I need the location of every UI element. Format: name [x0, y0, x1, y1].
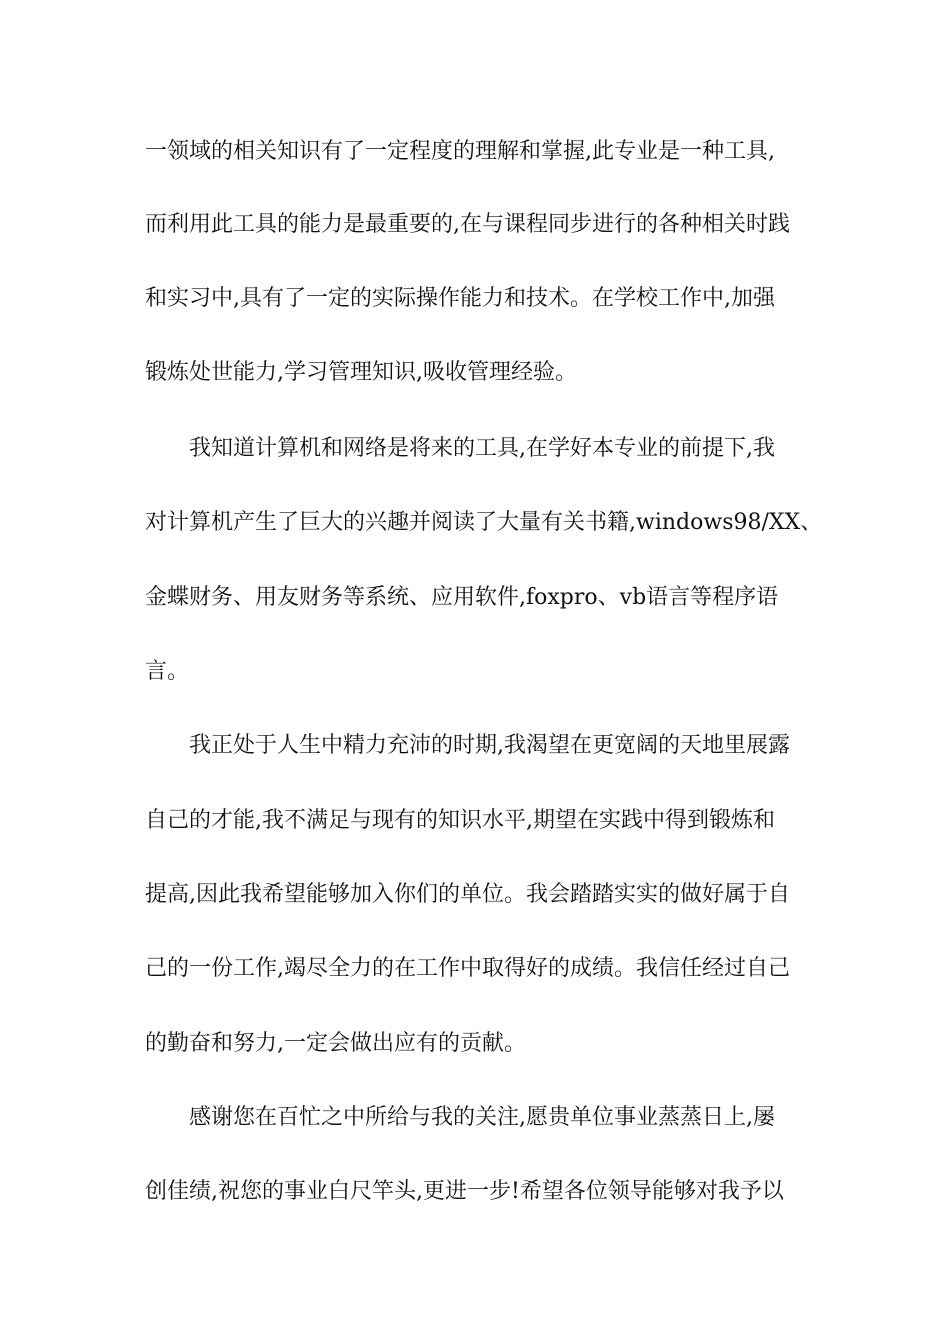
text-line: 己的一份工作,竭尽全力的在工作中取得好的成绩。我信任经过自己: [145, 956, 790, 981]
text-line: 一领域的相关知识有了一定程度的理解和掌握,此专业是一种工具,: [145, 139, 775, 164]
paragraph-first-line: 我正处于人生中精力充沛的时期,我渴望在更宽阔的天地里展露: [189, 733, 790, 758]
text-line: 自己的才能,我不满足与现有的知识水平,期望在实践中得到锻炼和: [145, 808, 775, 833]
text-line: 金蝶财务、用友财务等系统、应用软件,foxpro、vb语言等程序语: [145, 585, 779, 610]
text-line: 对计算机产生了巨大的兴趣并阅读了大量有关书籍,windows98/XX、: [145, 510, 823, 535]
paragraph-first-line: 感谢您在百忙之中所给与我的关注,愿贵单位事业蒸蒸日上,屡: [189, 1105, 775, 1130]
text-line: 的勤奋和努力,一定会做出应有的贡献。: [145, 1031, 526, 1056]
text-line: 创佳绩,祝您的事业白尺竿头,更进一步!希望各位领导能够对我予以: [145, 1179, 784, 1204]
paragraph-first-line: 我知道计算机和网络是将来的工具,在学好本专业的前提下,我: [189, 436, 775, 461]
text-line: 提高,因此我希望能够加入你们的单位。我会踏踏实实的做好属于自: [145, 882, 790, 907]
text-line: 而利用此工具的能力是最重要的,在与课程同步进行的各种相关时践: [145, 212, 790, 237]
text-line: 言。: [145, 659, 190, 684]
text-line: 锻炼处世能力,学习管理知识,吸收管理经验。: [145, 360, 577, 385]
text-line: 和实习中,具有了一定的实际操作能力和技术。在学校工作中,加强: [145, 286, 775, 311]
